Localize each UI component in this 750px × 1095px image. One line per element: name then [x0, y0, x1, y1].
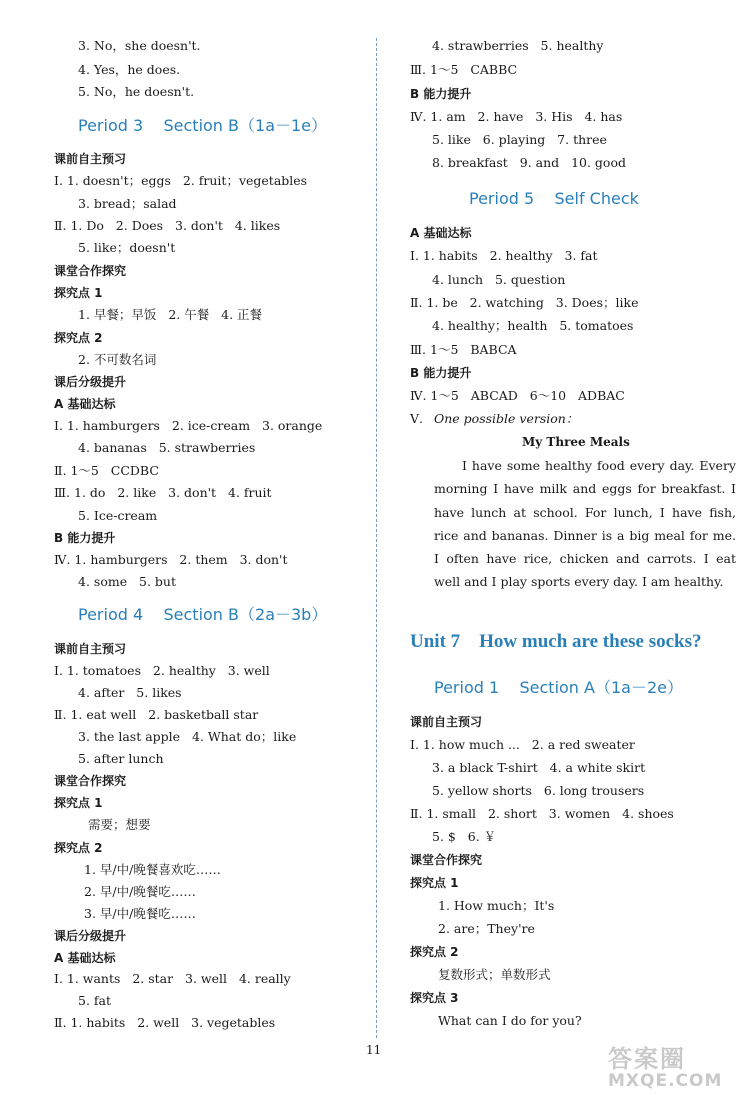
- answer-line: Ⅰ. 1. habits 2. healthy 3. fat: [410, 248, 598, 263]
- answer-line: 2. 不可数名词: [78, 352, 157, 367]
- essay-intro: One possible version：: [434, 411, 579, 426]
- point-label: 探究点 1: [410, 876, 459, 890]
- answer-line: Ⅳ. 1. hamburgers 2. them 3. don't: [54, 552, 288, 567]
- answer-line: 1. 早餐；早饭 2. 午餐 4. 正餐: [78, 307, 263, 322]
- section-label: 课后分级提升: [54, 929, 127, 943]
- level-label: A 基础达标: [410, 226, 472, 240]
- answer-line: Ⅰ. 1. doesn't；eggs 2. fruit；vegetables: [54, 173, 308, 188]
- answer-line: 5. like；doesn't: [78, 240, 176, 255]
- answer-line: 3. the last apple 4. What do；like: [78, 729, 297, 744]
- point-label: 探究点 2: [54, 841, 103, 855]
- answer-line: 3. a black T-shirt 4. a white skirt: [432, 760, 646, 775]
- answer-line: 5. No，he doesn't.: [78, 84, 195, 99]
- answer-line: 4. bananas 5. strawberries: [78, 440, 256, 455]
- answer-line: 2. 早/中/晚餐吃……: [84, 884, 196, 899]
- section-label: 课堂合作探究: [54, 264, 127, 278]
- essay-body: I have some healthy food every day. Every morning I have milk and eggs for breakfast. I have lunch at school. For lunch, I have fish, rice and bananas. Dinner is a big meal for me. I often have rice, chicken and carrots. I eat well and I play sports every day. I am healthy.: [434, 458, 736, 590]
- answer-line: Ⅲ. 1～5 BABCA: [410, 342, 517, 357]
- answer-line: What can I do for you?: [438, 1013, 582, 1028]
- point-label: 探究点 1: [54, 796, 103, 810]
- answer-line: 需要；想要: [88, 817, 151, 832]
- answer-line: 5. $ 6. ￥: [432, 829, 497, 844]
- answer-line: Ⅰ. 1. hamburgers 2. ice-cream 3. orange: [54, 418, 323, 433]
- unit-heading: Unit 7 How much are these socks?: [410, 631, 702, 652]
- answer-line: 4. strawberries 5. healthy: [432, 38, 604, 53]
- answer-line: 5. fat: [78, 993, 112, 1008]
- answer-line: Ⅱ. 1. be 2. watching 3. Does；like: [410, 295, 639, 310]
- answer-line: 4. Yes，he does.: [78, 62, 181, 77]
- section-label: 课前自主预习: [410, 715, 483, 729]
- watermark-top: 答案圈: [608, 1045, 686, 1073]
- period-heading: Period 5 Self Check: [469, 189, 639, 208]
- answer-line: 5. Ice-cream: [78, 508, 158, 523]
- level-label: A 基础达标: [54, 397, 116, 411]
- answer-line: Ⅱ. 1. Do 2. Does 3. don't 4. likes: [54, 218, 281, 233]
- point-label: 探究点 2: [54, 331, 103, 345]
- watermark-bottom: MXQE.COM: [608, 1071, 723, 1091]
- period-heading: Period 1 Section A（1a－2e）: [434, 678, 683, 697]
- column-divider: [376, 38, 377, 1038]
- answer-line: Ⅰ. 1. wants 2. star 3. well 4. really: [54, 971, 291, 986]
- answer-line: Ⅱ. 1. eat well 2. basketball star: [54, 707, 259, 722]
- point-label: 探究点 2: [410, 945, 459, 959]
- answer-line: 3. No，she doesn't.: [78, 38, 201, 53]
- section-label: 课后分级提升: [54, 375, 127, 389]
- answer-line: 4. lunch 5. question: [432, 272, 566, 287]
- answer-line: 5. after lunch: [78, 751, 164, 766]
- answer-line: 1. How much；It's: [438, 898, 555, 913]
- answer-line: 4. after 5. likes: [78, 685, 182, 700]
- answer-line: 1. 早/中/晚餐喜欢吃……: [84, 862, 221, 877]
- answer-line: 3. 早/中/晚餐吃……: [84, 906, 196, 921]
- answer-line: 复数形式；单数形式: [438, 967, 551, 982]
- section-label: 课堂合作探究: [410, 853, 483, 867]
- answer-line: Ⅲ. 1. do 2. like 3. don't 4. fruit: [54, 485, 272, 500]
- answer-line: 4. some 5. but: [78, 574, 176, 589]
- period-heading: Period 4 Section B（2a－3b）: [78, 605, 328, 624]
- answer-line: Ⅱ. 1. habits 2. well 3. vegetables: [54, 1015, 276, 1030]
- section-label: 课堂合作探究: [54, 774, 127, 788]
- point-label: 探究点 1: [54, 286, 103, 300]
- level-label: B 能力提升: [54, 531, 116, 545]
- answer-line: Ⅱ. 1. small 2. short 3. women 4. shoes: [410, 806, 674, 821]
- answer-line: 8. breakfast 9. and 10. good: [432, 155, 626, 170]
- answer-line: Ⅴ.: [410, 411, 424, 426]
- section-label: 课前自主预习: [54, 152, 127, 166]
- answer-line: 3. bread；salad: [78, 196, 177, 211]
- answer-line: Ⅳ. 1. am 2. have 3. His 4. has: [410, 109, 623, 124]
- answer-line: 5. yellow shorts 6. long trousers: [432, 783, 645, 798]
- answer-line: Ⅱ. 1～5 CCDBC: [54, 463, 159, 478]
- period-heading: Period 3 Section B（1a－1e）: [78, 116, 328, 135]
- level-label: B 能力提升: [410, 87, 472, 101]
- answer-line: 5. like 6. playing 7. three: [432, 132, 607, 147]
- section-label: 课前自主预习: [54, 642, 127, 656]
- essay-title: My Three Meals: [522, 435, 630, 449]
- level-label: A 基础达标: [54, 951, 116, 965]
- page-number: 11: [366, 1043, 382, 1057]
- answer-line: Ⅰ. 1. how much ... 2. a red sweater: [410, 737, 635, 752]
- watermark-logo: [608, 1046, 748, 1092]
- answer-line: 2. are；They're: [438, 921, 535, 936]
- answer-line: Ⅲ. 1～5 CABBC: [410, 62, 518, 77]
- answer-line: Ⅰ. 1. tomatoes 2. healthy 3. well: [54, 663, 270, 678]
- point-label: 探究点 3: [410, 991, 459, 1005]
- level-label: B 能力提升: [410, 366, 472, 380]
- answer-line: Ⅳ. 1～5 ABCAD 6～10 ADBAC: [410, 388, 625, 403]
- answer-line: 4. healthy；health 5. tomatoes: [432, 318, 634, 333]
